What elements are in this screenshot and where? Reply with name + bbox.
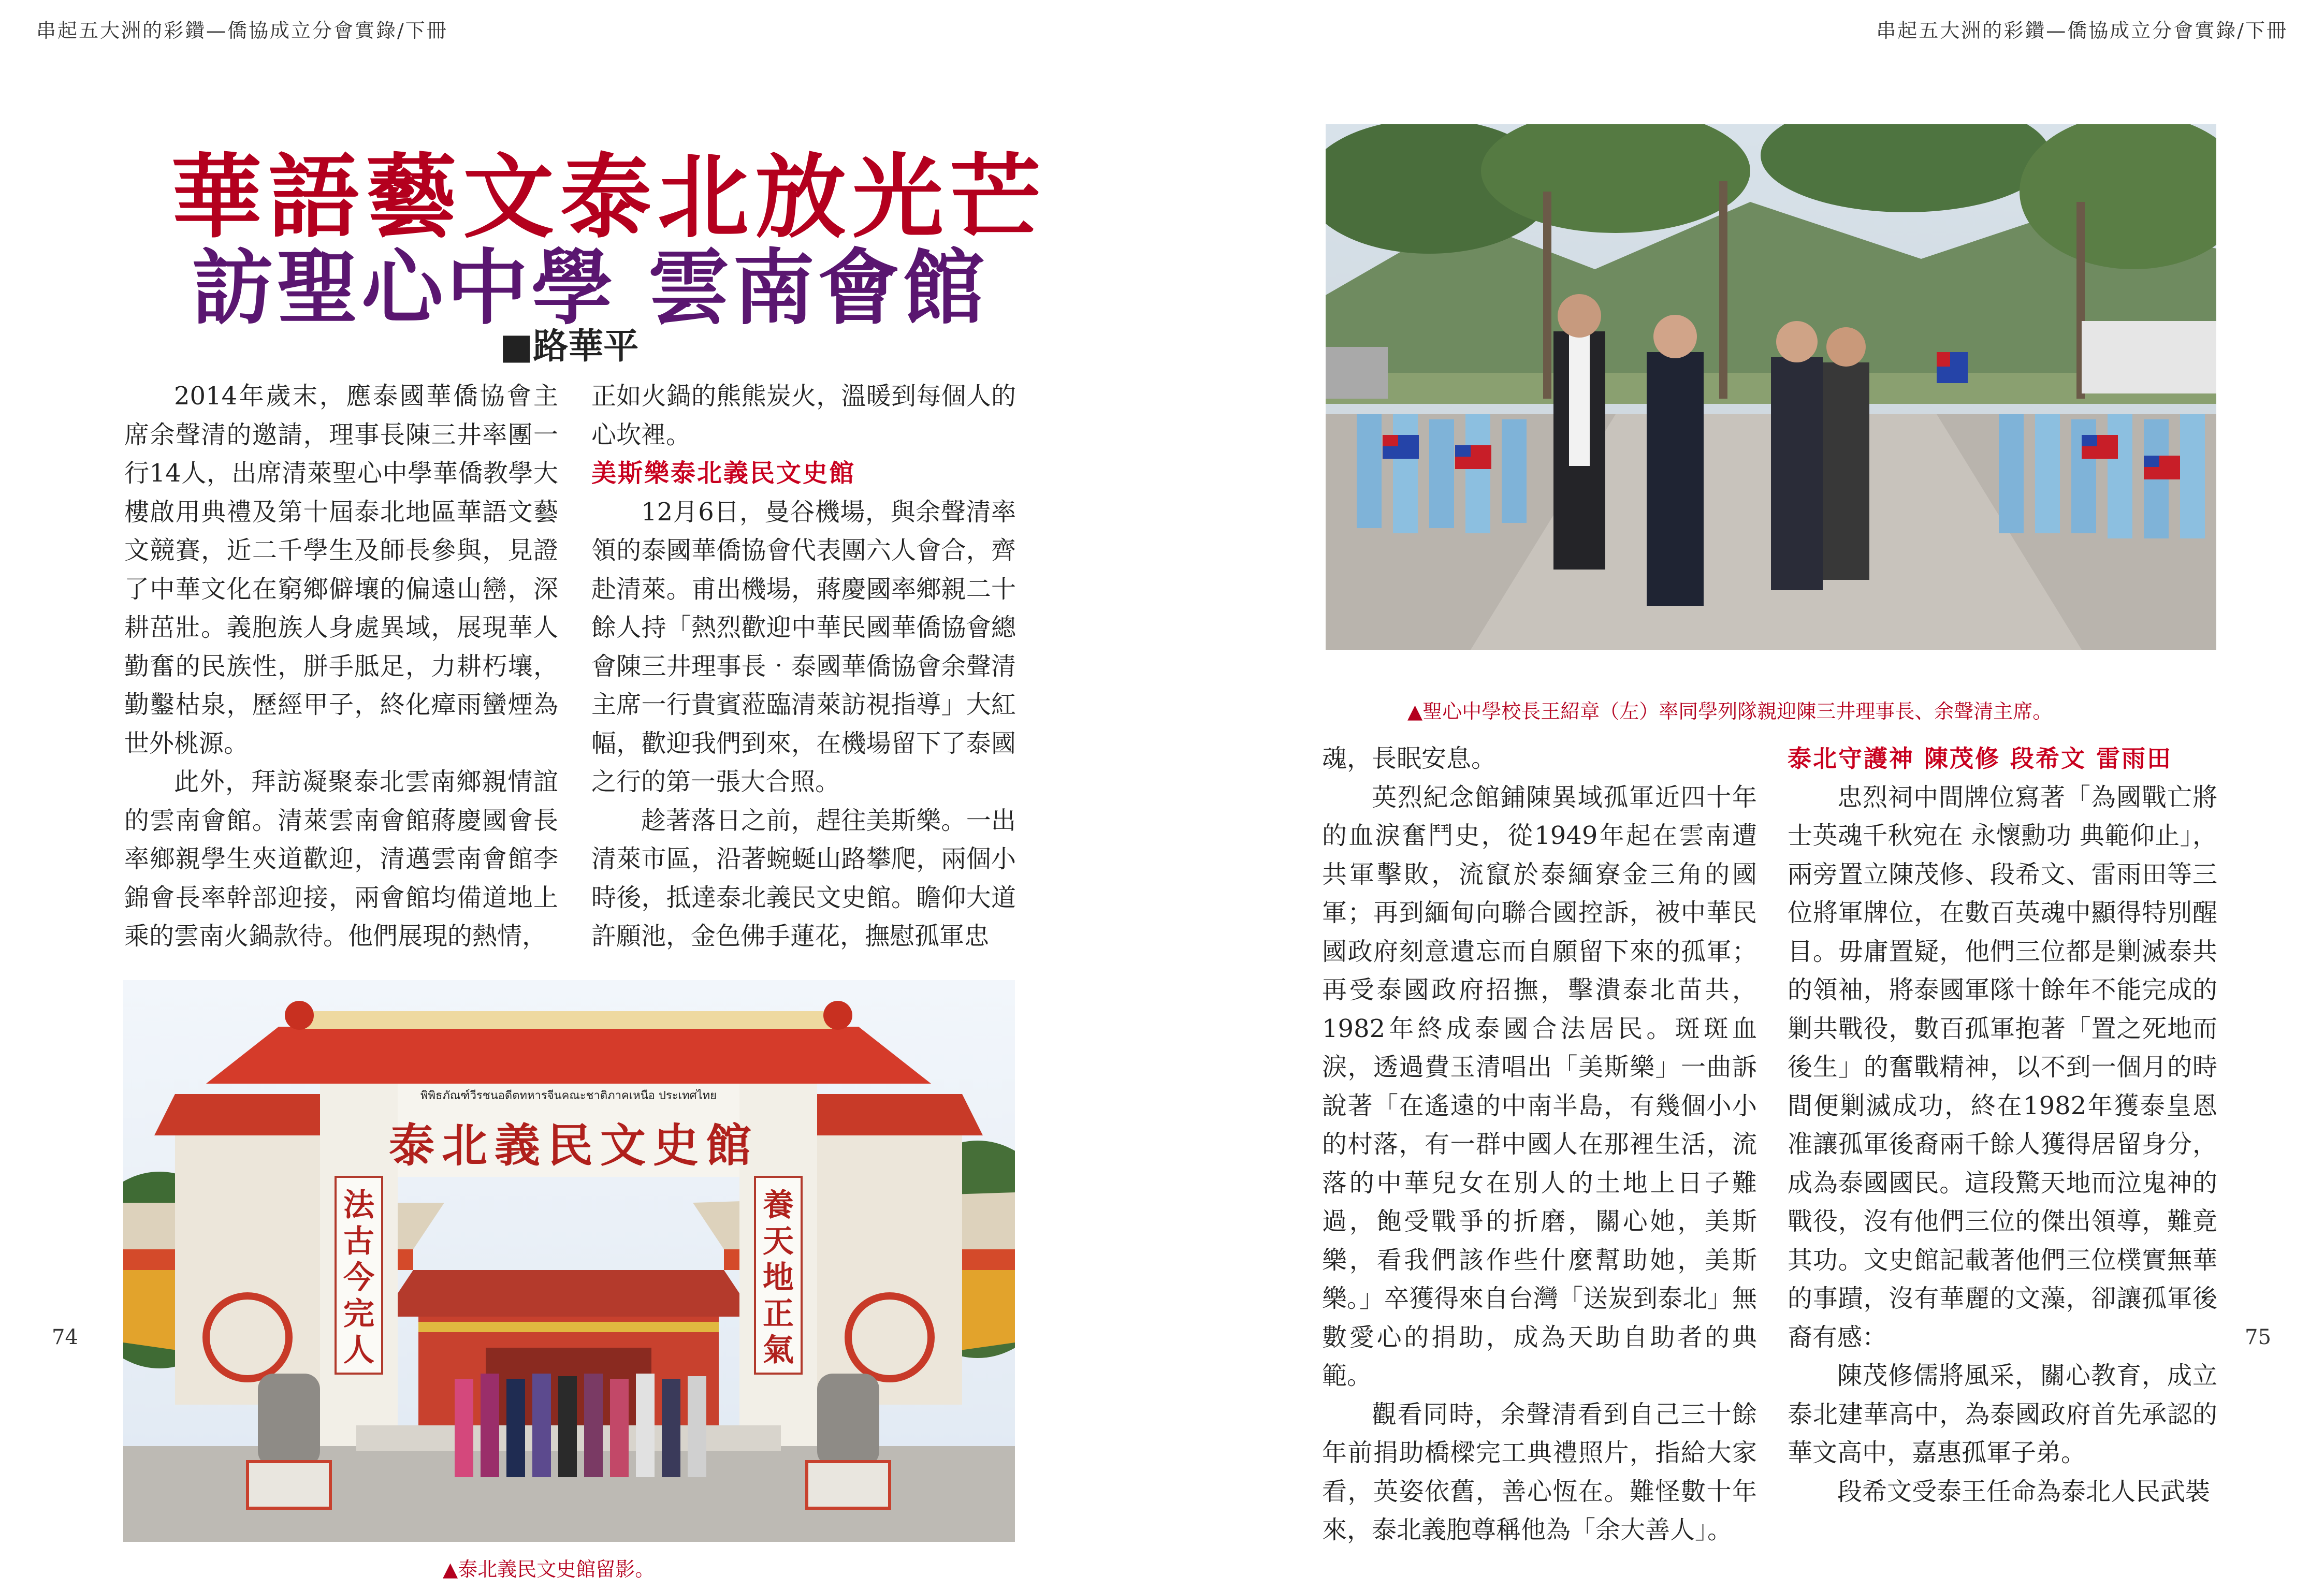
running-head-right: 串起五大洲的彩鑽—僑協成立分會實錄/下冊 [1876,19,2288,42]
running-head-left: 串起五大洲的彩鑽—僑協成立分會實錄/下冊 [36,19,448,42]
paragraph: 12月6日，曼谷機場，與余聲清率領的泰國華僑協會代表團六人會合，齊赴清萊。甫出機場，蔣慶國率鄉親二十餘人持「熱烈歡迎中華民國華僑協會總會陳三井理事長‧泰國華僑協會余聲清主席一行貴賓蒞臨清萊訪視指導」大紅幅，歡迎我們到來，在機場留下了泰國之行的第一張大合照。 [591,497,1016,796]
gate-right-couplet: 養天地正氣 [763,1187,794,1368]
byline: ■路華平 [500,326,639,367]
paragraph: 2014年歲末，應泰國華僑協會主席余聲清的邀請，理事長陳三井率團一行14人，出席清萊聖心中學華僑教學大樓啟用典禮及第十屆泰北地區華語文藝文競賽，近二千學生及師長參與，見證了中華文化在窮鄉僻壤的偏遠山巒，深耕茁壯。義胞族人身處異域，展現華人勤奮的民族性，胼手胝足，力耕朽壤，勤鑿枯泉，歷經甲子，終化瘴雨蠻煙為世外桃源。 [124,382,558,758]
caption-right: ▲聖心中學校長王紹章（左）率同學列隊親迎陳三井理事長、余聲清主席。 [1407,700,2053,723]
gate-left-couplet: 法古今完人 [343,1187,374,1368]
caption-left: ▲泰北義民文史館留影。 [443,1558,655,1581]
headline-line-1: 華語藝文泰北放光芒 [171,143,1048,251]
page-number-right: 75 [2245,1325,2271,1349]
text-column-3 [1322,739,1757,1550]
paragraph: 英烈紀念館鋪陳異域孤軍近四十年的血淚奮鬥史，從1949年起在雲南遭共軍擊敗，流竄於泰緬寮金三角的國軍；再到緬甸向聯合國控訴，被中華民國政府刻意遺忘而自願留下來的孤軍；再受泰國政府招撫，擊潰泰北苗共，1982年終成泰國合法居民。斑斑血淚，透過費玉清唱出「美斯樂」一曲訴說著「在遙遠的中南半島，有幾個小小的村落，有一群中國人在那裡生活，流落的中華兒女在別人的土地上日子難過，飽受戰爭的折磨，關心她，美斯樂，看我們該作些什麼幫助她，美斯樂。」卒獲得來自台灣「送炭到泰北」無數愛心的捐助，成為天助自助者的典範。 [1322,782,1757,1390]
headline-line-2: 訪聖心中學 雲南會館 [192,241,988,336]
photo-memorial-gate [123,980,1015,1542]
text-column-4 [1788,739,2217,1511]
paragraph: 趁著落日之前，趕往美斯樂。一出清萊市區，沿著蜿蜒山路攀爬，兩個小時後，抵達泰北義民文史館。瞻仰大道許願池，金色佛手蓮花，撫慰孤軍忠 [591,806,1016,951]
paragraph: 陳茂修儒將風采，關心教育，成立泰北建華高中，為泰國政府首先承認的華文高中，嘉惠孤軍子弟。 [1788,1361,2217,1467]
gate-main-sign: 泰北義民文史館 [388,1118,759,1172]
gate-thai-sign: พิพิธภัณฑ์วีรชนอดีตทหารจีนคณะชาติภาคเหนือ ประเทศไทย [420,1089,717,1102]
paragraph-continued: 魂，長眠安息。 [1322,744,1497,773]
subheading-meisile: 美斯樂泰北義民文史館 [591,459,856,488]
page-number-left: 74 [52,1325,78,1349]
paragraph: 段希文受泰王任命為泰北人民武裝 [1837,1477,2211,1506]
paragraph: 忠烈祠中間牌位寫著「為國戰亡將士英魂千秋宛在 永懷勳功 典範仰止」，兩旁置立陳茂修、段希文、雷雨田等三位將軍牌位，在數百英魂中顯得特別醒目。毋庸置疑，他們三位都是剿滅泰共的領袖，將泰國軍隊十餘年不能完成的剿共戰役，數百孤軍抱著「置之死地而後生」的奮戰精神，以不到一個月的時間便剿滅成功，終在1982年獲泰皇恩准讓孤軍後裔兩千餘人獲得居留身分，成為泰國國民。這段驚天地而泣鬼神的戰役，沒有他們三位的傑出領導，難竟其功。文史館記載著他們三位樸實無華的事蹟，沒有華麗的文藻，卻讓孤軍後裔有感： [1788,782,2217,1352]
paragraph: 此外，拜訪凝聚泰北雲南鄉親情誼的雲南會館。清萊雲南會館蔣慶國會長率鄉親學生夾道歡迎，清邁雲南會館李錦會長率幹部迎接，兩會館均備道地上乘的雲南火鍋款待。他們展現的熱情， [124,767,558,951]
paragraph-continued: 正如火鍋的熊熊炭火，溫暖到每個人的心坎裡。 [591,382,1016,449]
text-column-2 [591,377,1016,956]
photo-school-welcome [1326,124,2216,650]
text-column-1 [124,377,558,956]
subheading-guardians: 泰北守護神 陳茂修 段希文 雷雨田 [1788,745,2173,772]
paragraph: 觀看同時，余聲清看到自己三十餘年前捐助橋樑完工典禮照片，指給大家看，英姿依舊，善心恆在。難怪數十年來，泰北義胞尊稱他為「余大善人」。 [1322,1399,1757,1544]
